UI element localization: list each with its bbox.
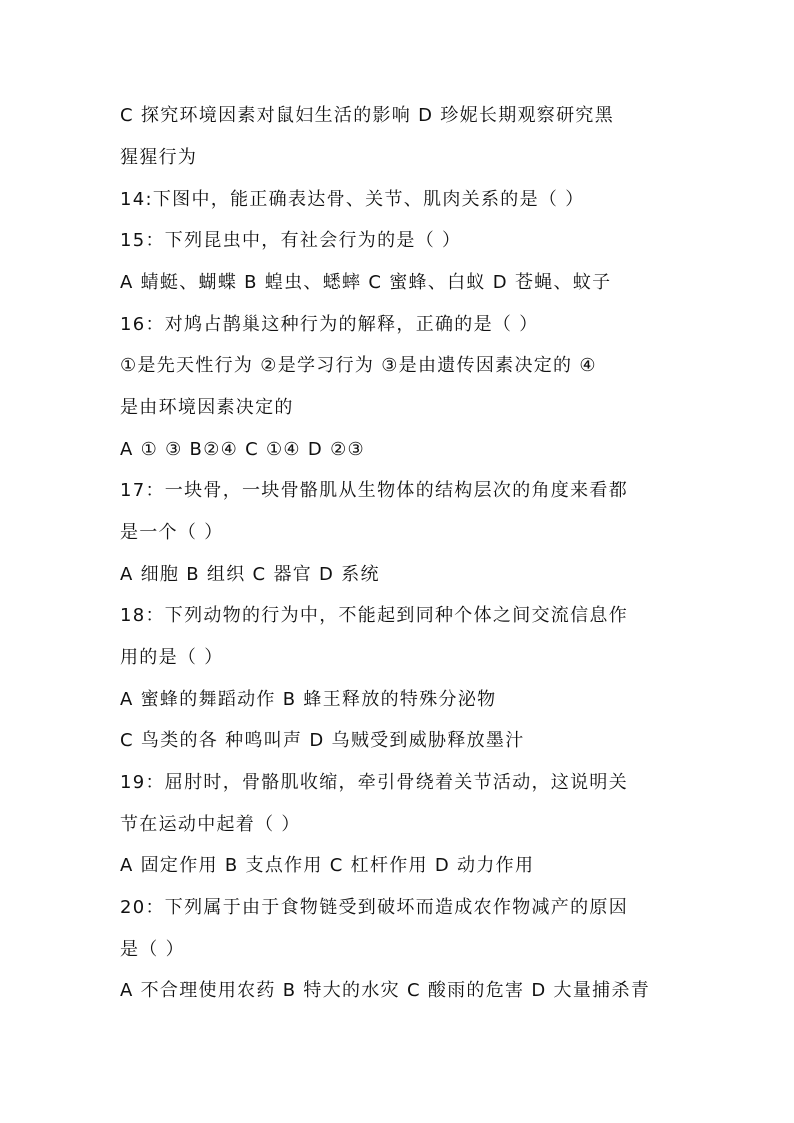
options-15: A 蜻蜓、蝴蝶 B 蝗虫、蟋蟀 C 蜜蜂、白蚁 D 苍蝇、蚊子 xyxy=(120,272,612,293)
options-17: A 细胞 B 组织 C 器官 D 系统 xyxy=(120,564,380,585)
options-18-cd: C 鸟类的各 种鸣叫声 D 乌贼受到威胁释放墨汁 xyxy=(120,730,525,751)
text-line-option-d-q13-cont: 猩猩行为 xyxy=(120,147,198,168)
question-18: 18：下列动物的行为中，不能起到同种个体之间交流信息作 xyxy=(120,605,629,626)
options-19: A 固定作用 B 支点作用 C 杠杆作用 D 动力作用 xyxy=(120,855,535,876)
question-20: 20：下列属于由于食物链受到破坏而造成农作物减产的原因 xyxy=(120,897,629,918)
options-20: A 不合理使用农药 B 特大的水灾 C 酸雨的危害 D 大量捕杀青 xyxy=(120,980,651,1001)
question-20-cont: 是（ ） xyxy=(120,939,185,960)
question-16: 16：对鸠占鹊巢这种行为的解释，正确的是（ ） xyxy=(120,314,539,335)
text-line-option-c-d-q13: C 探究环境因素对鼠妇生活的影响 D 珍妮长期观察研究黑 xyxy=(120,105,614,126)
question-19-cont: 节在运动中起着（ ） xyxy=(120,814,301,835)
options-18-ab: A 蜜蜂的舞蹈动作 B 蜂王释放的特殊分泌物 xyxy=(120,689,497,710)
question-19: 19：屈肘时，骨骼肌收缩，牵引骨绕着关节活动，这说明关 xyxy=(120,772,629,793)
question-17: 17：一块骨，一块骨骼肌从生物体的结构层次的角度来看都 xyxy=(120,480,629,501)
statements-16: ①是先天性行为 ②是学习行为 ③是由遗传因素决定的 ④ xyxy=(120,355,597,376)
question-14: 14:下图中，能正确表达骨、关节、肌肉关系的是（ ） xyxy=(120,189,585,210)
statements-16-cont: 是由环境因素决定的 xyxy=(120,397,294,418)
question-18-cont: 用的是（ ） xyxy=(120,647,224,668)
question-17-cont: 是一个（ ） xyxy=(120,522,224,543)
question-15: 15：下列昆虫中，有社会行为的是（ ） xyxy=(120,230,462,251)
options-16: A ① ③ B②④ C ①④ D ②③ xyxy=(120,439,365,460)
